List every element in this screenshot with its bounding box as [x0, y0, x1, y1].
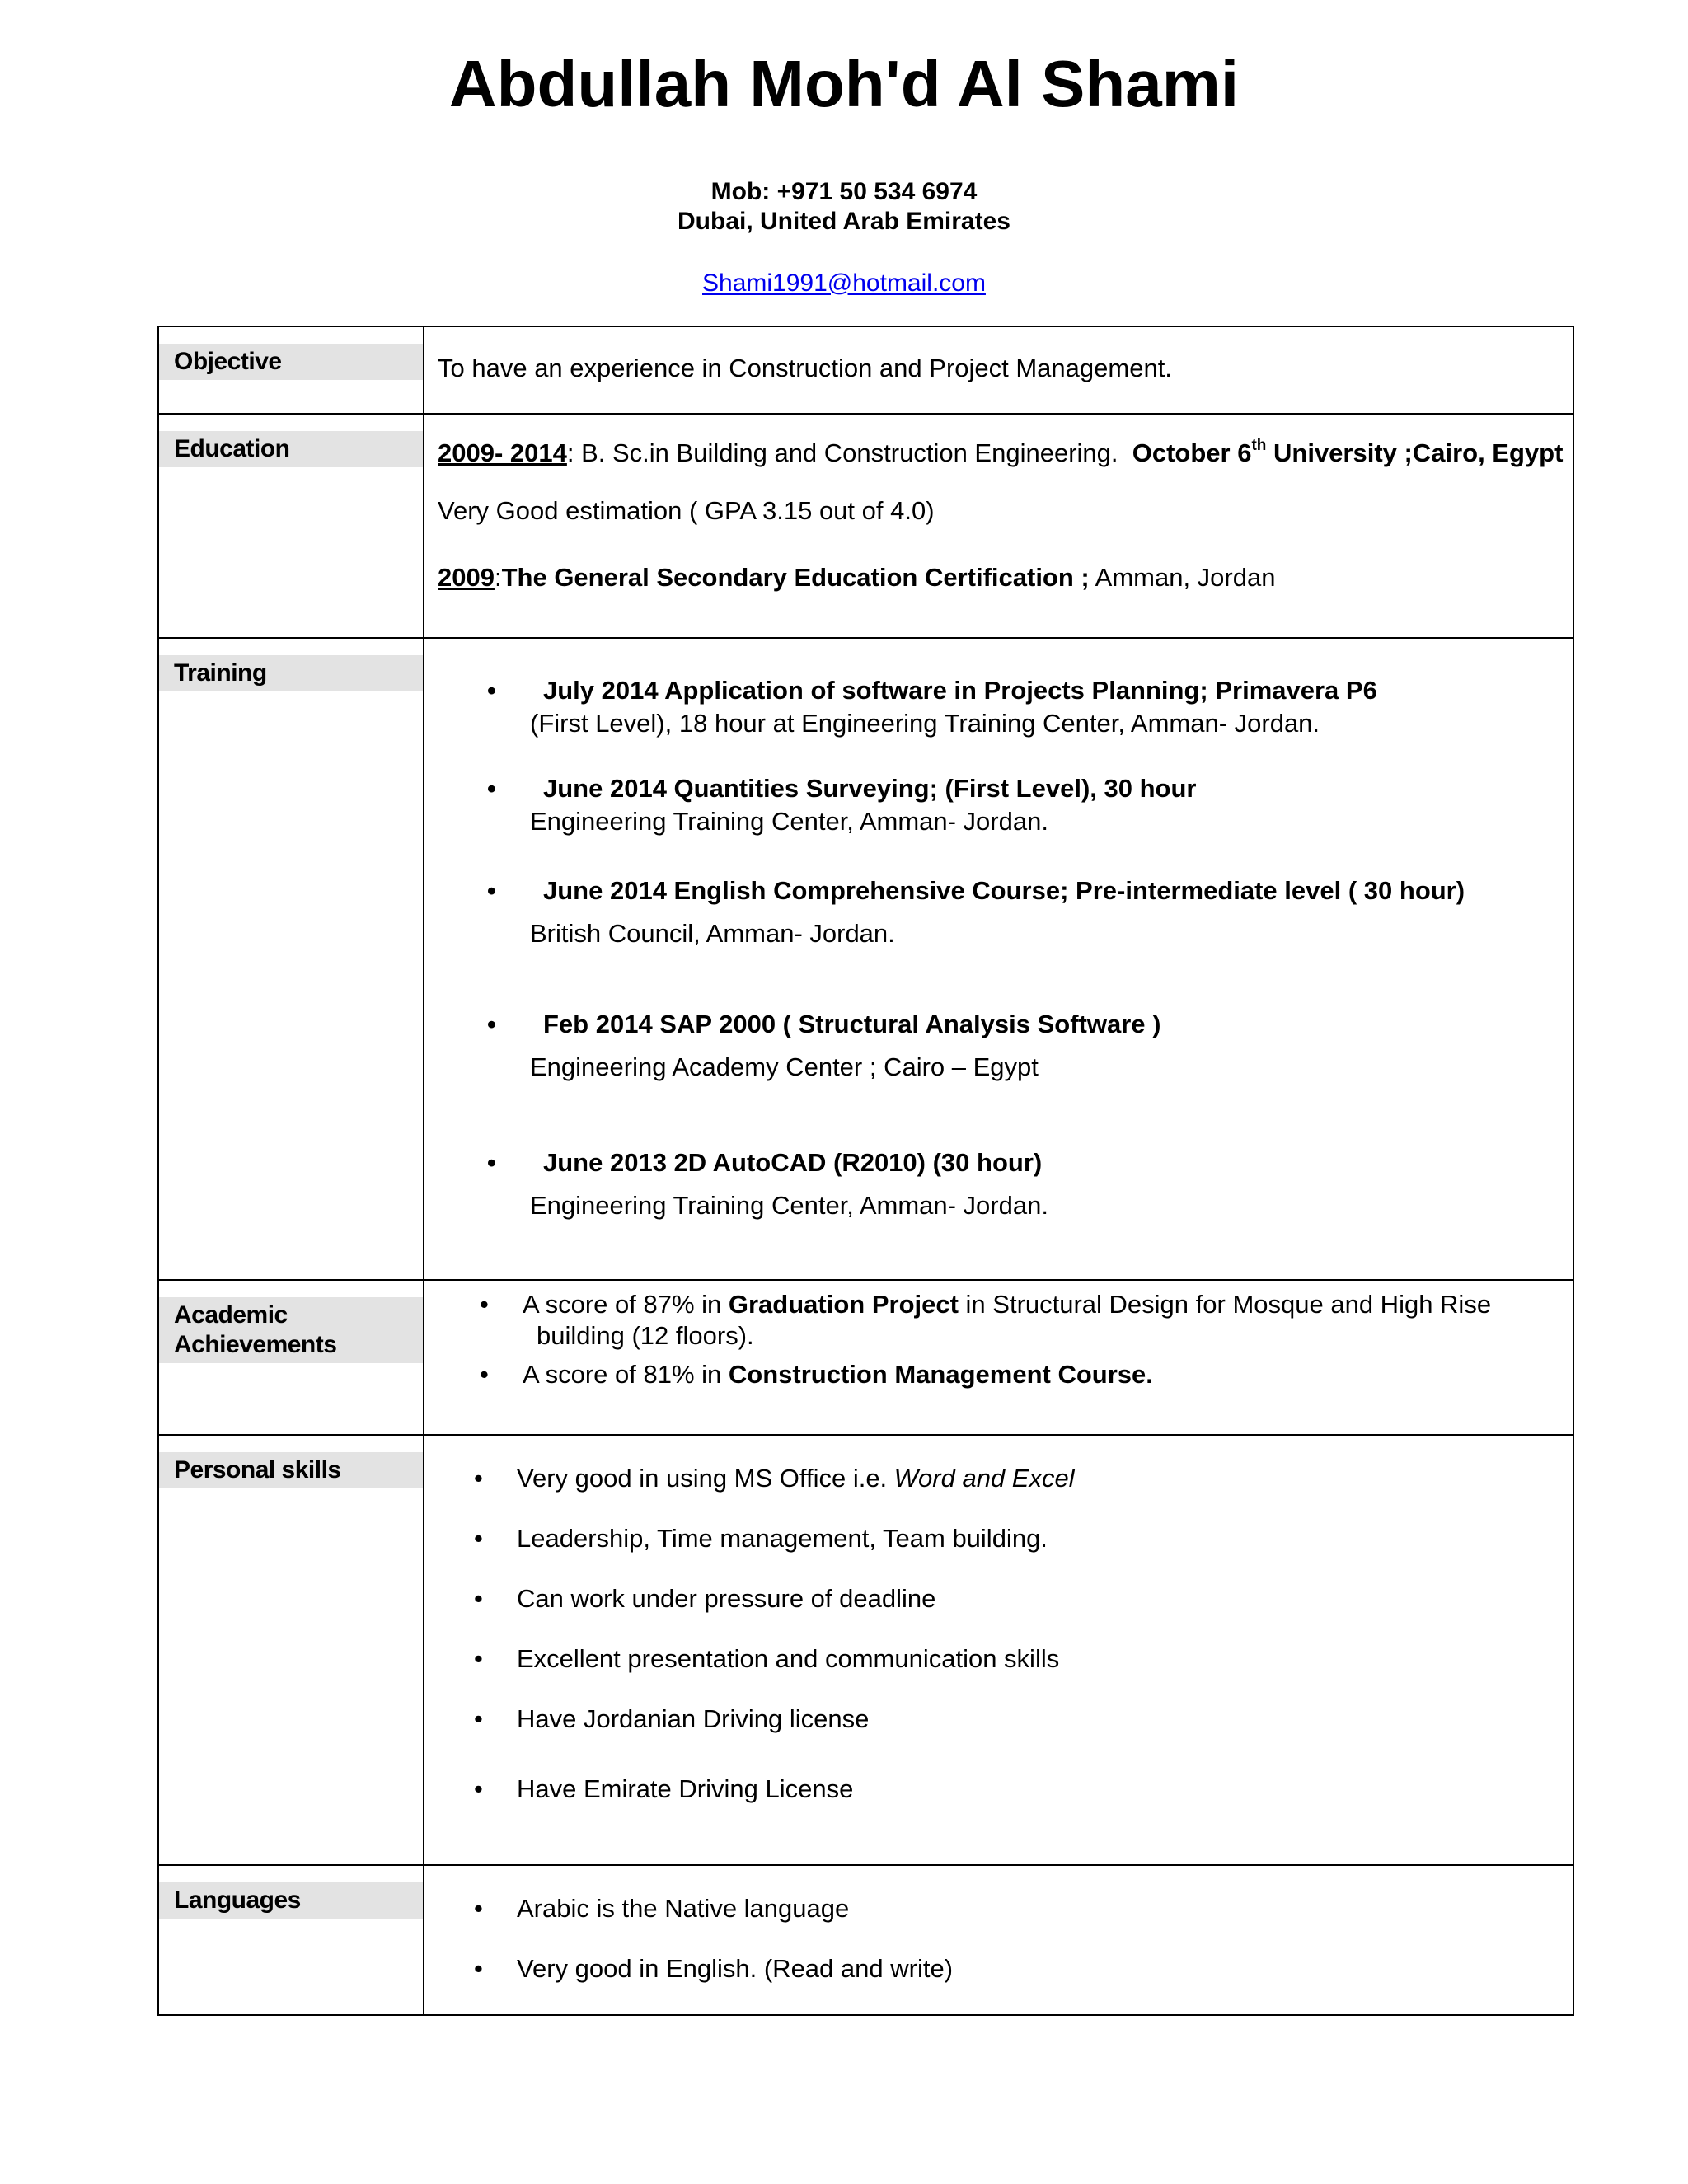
academic-label-cell	[158, 1280, 424, 1435]
university-sup: th	[1251, 437, 1267, 454]
academic-item-continuation: building (12 floors).	[537, 1321, 754, 1350]
personal-skills-content-cell	[424, 1435, 1573, 1865]
training-item-detail: Engineering Training Center, Amman- Jordan.	[530, 807, 1048, 836]
education-content-cell	[424, 414, 1573, 638]
objective-content-cell	[424, 326, 1573, 414]
academic-row	[158, 1280, 1573, 1435]
training-content-cell	[424, 638, 1573, 1280]
university-name	[1132, 438, 1564, 467]
languages-label-cell	[158, 1865, 424, 2015]
objective-text: To have an experience in Construction and Project Management.	[438, 354, 1172, 382]
training-item-title: • July 2014 Application of software in Projects Planning; Primavera P6	[530, 675, 1559, 706]
skill-item-italic: Word and Excel	[893, 1464, 1075, 1493]
training-item-detail: (First Level), 18 hour at Engineering Training Center, Amman- Jordan.	[530, 709, 1320, 738]
training-item-title: • June 2013 2D AutoCAD (R2010) (30 hour)	[530, 1147, 1559, 1179]
academic-item	[523, 1359, 1559, 1390]
objective-label: Objective	[159, 344, 423, 380]
skill-item: • Leadership, Time management, Team building.	[517, 1523, 1559, 1554]
education-label: Education	[159, 431, 423, 467]
training-item-title: • June 2014 English Comprehensive Course; Pre-intermediate level ( 30 hour)	[530, 875, 1559, 907]
language-item: • Very good in English. (Read and write)	[517, 1953, 1559, 1985]
training-label: Training	[159, 655, 423, 691]
resume-table	[157, 326, 1574, 2016]
email-line	[0, 269, 1688, 298]
university-name-a: October 6	[1132, 438, 1252, 467]
secondary-line: 2009:The General Secondary Education Certification ; Amman, Jordan	[438, 563, 1276, 592]
languages-row	[158, 1865, 1573, 2015]
secondary-title: The General Secondary Education Certification ;	[501, 563, 1090, 592]
academic-content-cell	[424, 1280, 1573, 1435]
personal-skills-label: Personal skills	[159, 1452, 423, 1488]
academic-item-text: A score of 87% in	[523, 1290, 729, 1319]
education-row	[158, 414, 1573, 638]
academic-item-bold: Graduation Project	[728, 1290, 959, 1319]
skill-item: • Have Emirate Driving License	[517, 1774, 1559, 1805]
degree-text: : B. Sc.in Building and Construction Engineering.	[566, 438, 1118, 467]
skill-item: • Can work under pressure of deadline	[517, 1583, 1559, 1615]
academic-item-text: A score of 81% in	[523, 1360, 729, 1389]
degree-line	[424, 438, 1573, 469]
objective-row	[158, 326, 1573, 414]
academic-item-text: in Structural Design for Mosque and High Rise	[958, 1290, 1492, 1319]
objective-label-cell	[158, 326, 424, 414]
university-name-b: University ;Cairo, Egypt	[1266, 438, 1564, 467]
skill-item: • Have Jordanian Driving license	[517, 1704, 1559, 1735]
training-list	[424, 675, 1573, 1221]
academic-list	[424, 1289, 1573, 1390]
academic-label	[159, 1297, 423, 1363]
gpa-line: Very Good estimation ( GPA 3.15 out of 4.0)	[438, 496, 935, 525]
mobile-number: Mob: +971 50 534 6974	[710, 178, 978, 205]
training-label-cell	[158, 638, 424, 1280]
training-item-title: • Feb 2014 SAP 2000 ( Structural Analysis Software )	[530, 1009, 1559, 1040]
academic-label-line1: Academic	[174, 1301, 288, 1329]
skill-item: • Excellent presentation and communication skills	[517, 1643, 1559, 1675]
training-item	[530, 1147, 1559, 1221]
training-item-detail: British Council, Amman- Jordan.	[530, 919, 895, 948]
secondary-place: Amman, Jordan	[1089, 563, 1276, 592]
training-item-detail: Engineering Training Center, Amman- Jordan.	[530, 1191, 1048, 1220]
personal-skills-label-cell	[158, 1435, 424, 1865]
training-item	[530, 875, 1559, 949]
training-item-detail: Engineering Academy Center ; Cairo – Egypt	[530, 1052, 1039, 1081]
email-link[interactable]: Shami1991@hotmail.com	[702, 269, 986, 297]
location: Dubai, United Arab Emirates	[678, 208, 1010, 235]
personal-skills-row	[158, 1435, 1573, 1865]
candidate-name: Abdullah Moh'd Al Shami	[448, 47, 1240, 120]
academic-item-bold: Construction Management Course.	[728, 1360, 1153, 1389]
training-item	[530, 1009, 1559, 1083]
secondary-year: 2009	[438, 563, 495, 592]
training-item	[530, 773, 1559, 837]
training-item-title: • June 2014 Quantities Surveying; (First Level), 30 hour	[530, 773, 1559, 804]
degree-years: 2009- 2014	[438, 438, 567, 467]
language-item: • Arabic is the Native language	[517, 1893, 1559, 1924]
languages-list	[424, 1893, 1573, 1985]
languages-content-cell	[424, 1865, 1573, 2015]
personal-skills-list	[424, 1463, 1573, 1805]
languages-label: Languages	[159, 1882, 423, 1919]
academic-item	[523, 1289, 1559, 1352]
academic-label-line2: Achievements	[174, 1331, 337, 1358]
education-label-cell	[158, 414, 424, 638]
training-row	[158, 638, 1573, 1280]
skill-item-text: Very good in using MS Office i.e.	[517, 1464, 894, 1493]
training-item	[530, 675, 1559, 739]
skill-item	[517, 1463, 1559, 1494]
